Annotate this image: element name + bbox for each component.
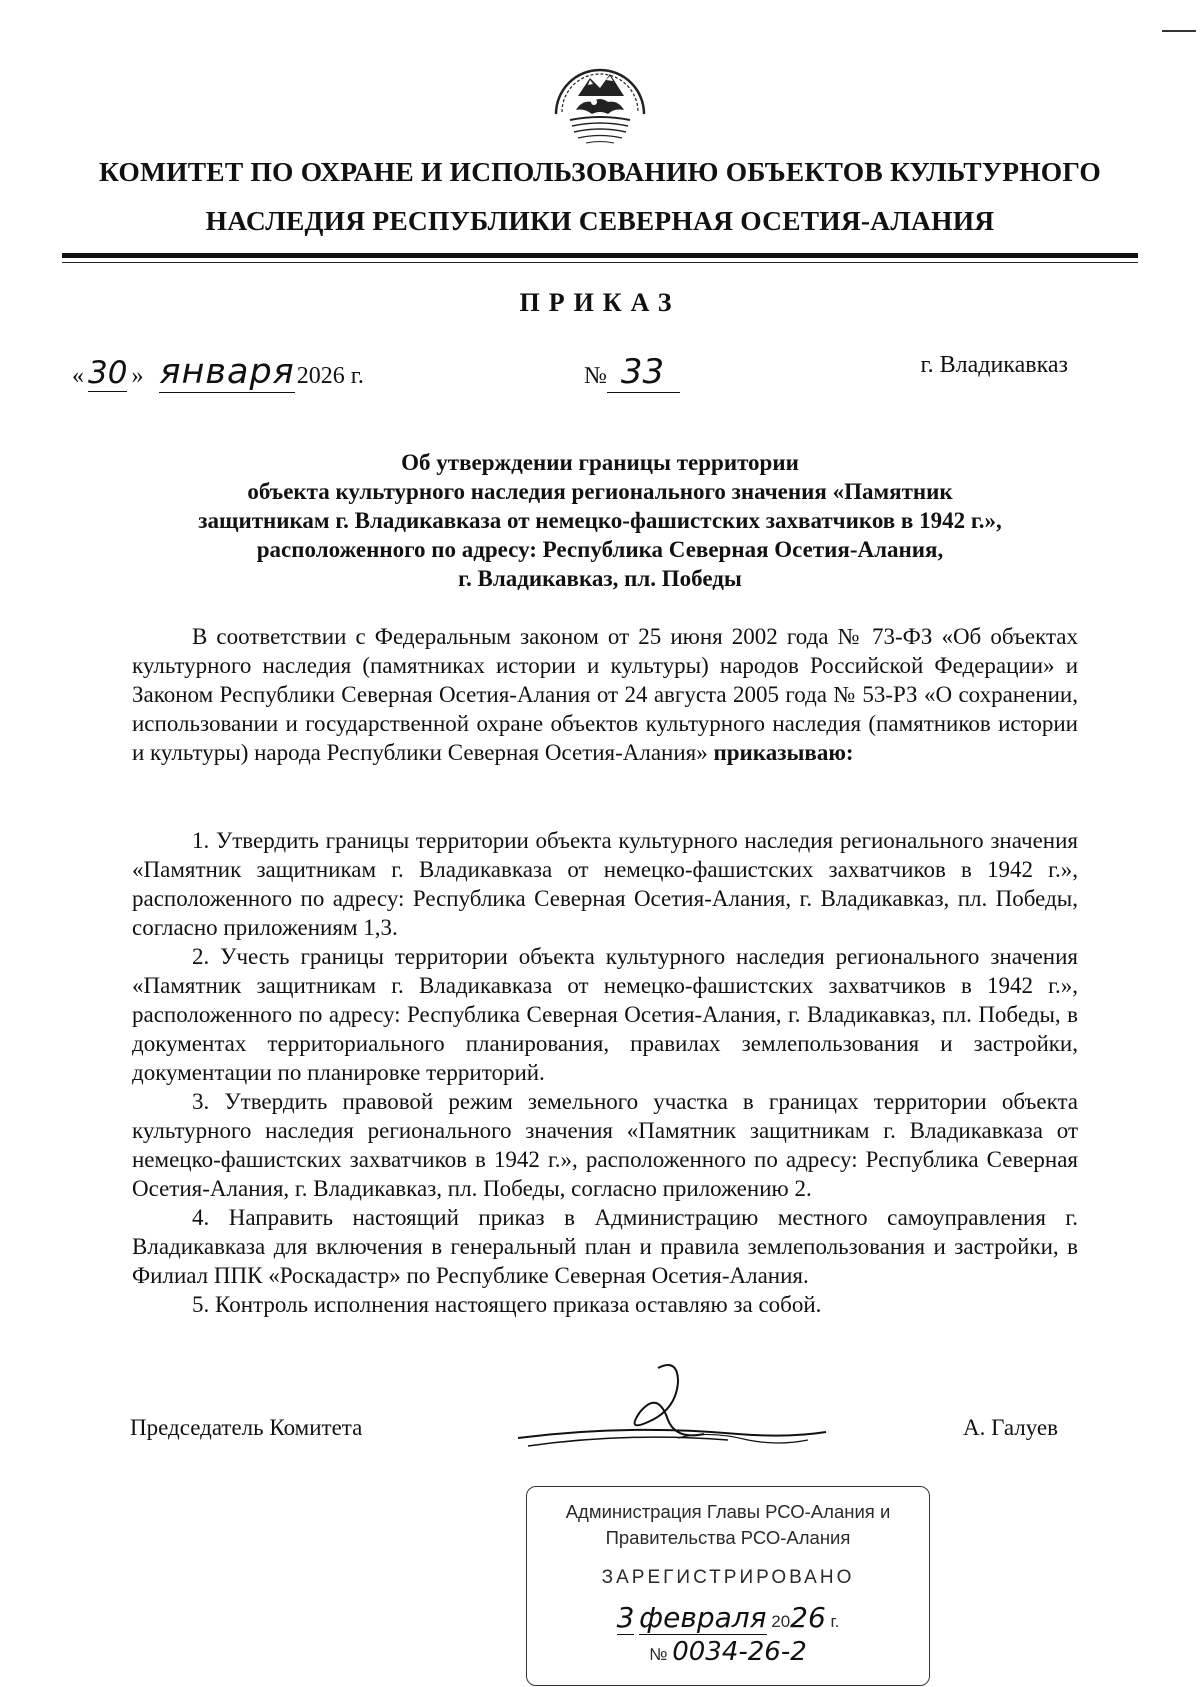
signer-position: Председатель Комитета [130, 1415, 363, 1440]
stamp-month: февраля [639, 1601, 767, 1634]
handwritten-signature [508, 1360, 838, 1470]
subject-line: защитникам г. Владикавказа от немецко-фашистских захватчиков в 1942 г.», [198, 508, 1002, 533]
stamp-number [527, 1637, 929, 1667]
date-day: 30 [88, 355, 128, 391]
stamp-authority-line1: Администрация Главы РСО-Алания и [565, 1501, 891, 1522]
stamp-year-suffix: г. [830, 1612, 840, 1631]
date-year: 2026 г. [296, 363, 364, 389]
preamble-text: В соответствии с Федеральным законом от 25 июня 2002 года № 73-ФЗ «Об объектах культурного наследия (памятниках истории и культуры) народов Российской Федерации» и Законом Республики Северная Осетия-Алания от 24 августа 2005 года № 53-РЗ «О сохранении, использовании и государственной охране объектов культурного наследия (памятников истории и культуры) народа Республики Северная Осетия-Алания» [132, 624, 1078, 765]
date-open-quote: « [72, 363, 84, 389]
stamp-number-value: 0034-26-2 [672, 1637, 807, 1667]
subject-line: г. Владикавказ, пл. Победы [458, 566, 742, 591]
number-label: № [584, 363, 607, 389]
order-item: 4. Направить настоящий приказ в Администрацию местного самоуправления г. Владикавказа для включения в генеральный план и правила землепользования и застройки, в Филиал ППК «Роскадастр» по Республике Северная Осетия-Алания. [132, 1205, 1078, 1288]
date-month: января [159, 352, 295, 392]
coat-of-arms-icon [548, 52, 652, 152]
stamp-date [527, 1601, 929, 1634]
signer-name: А. Галуев [963, 1415, 1058, 1440]
org-title-line2: НАСЛЕДИЯ РЕСПУБЛИКИ СЕВЕРНАЯ ОСЕТИЯ-АЛАНИЯ [205, 205, 995, 236]
preamble-paragraph [132, 622, 1078, 767]
order-number [584, 352, 680, 392]
order-item: 2. Учесть границы территории объекта культурного наследия регионального значения «Памятник защитникам г. Владикавказа от немецко-фашистских захватчиков в 1942 г.», расположенного по адресу: Республика Северная Осетия-Алания, г. Владикавказ, пл. Победы, в документах территориального планирования, правилах землепользования и застройки, документации по планировке территорий. [132, 944, 1078, 1085]
scan-mark [1162, 30, 1196, 32]
subject-line: объекта культурного наследия регионального значения «Памятник [247, 479, 953, 504]
stamp-status: ЗАРЕГИСТРИРОВАНО [601, 1567, 855, 1588]
stamp-day: 3 [616, 1601, 635, 1634]
header-divider-thin [62, 262, 1138, 263]
order-item: 3. Утвердить правовой режим земельного участка в границах территории объекта культурного наследия регионального значения «Памятник защитникам г. Владикавказа от немецко-фашистских захватчиков в 1942 г.», расположенного по адресу: Республика Северная Осетия-Алания, г. Владикавказ, пл. Победы, согласно приложению 2. [132, 1089, 1078, 1201]
stamp-number-label: № [649, 1645, 668, 1664]
registration-stamp [526, 1486, 930, 1686]
header-divider [62, 253, 1138, 258]
stamp-authority-line2: Правительства РСО-Алания [605, 1527, 851, 1548]
document-kind: ПРИКАЗ [519, 288, 681, 317]
order-item: 5. Контроль исполнения настоящего приказа оставляю за собой. [192, 1292, 822, 1317]
order-subject [120, 448, 1080, 593]
order-items [132, 826, 1078, 1319]
date-close-quote: » [131, 363, 144, 389]
order-word: приказываю: [713, 740, 854, 765]
stamp-year-hand: 26 [790, 1601, 826, 1634]
org-title-line1: КОМИТЕТ ПО ОХРАНЕ И ИСПОЛЬЗОВАНИЮ ОБЪЕКТОВ КУЛЬТУРНОГО [98, 156, 1102, 187]
number-value: 33 [607, 352, 680, 393]
order-item: 1. Утвердить границы территории объекта культурного наследия регионального значения «Памятник защитникам г. Владикавказа от немецко-фашистских захватчиков в 1942 г.», расположенного по адресу: Республика Северная Осетия-Алания, г. Владикавказ, пл. Победы, согласно приложениям 1,3. [132, 828, 1078, 940]
subject-line: расположенного по адресу: Республика Северная Осетия-Алания, [256, 537, 944, 562]
stamp-year-prefix: 20 [771, 1612, 791, 1631]
order-date [72, 352, 364, 392]
subject-line: Об утверждении границы территории [401, 450, 799, 475]
order-city: г. Владикавказ [920, 352, 1068, 378]
